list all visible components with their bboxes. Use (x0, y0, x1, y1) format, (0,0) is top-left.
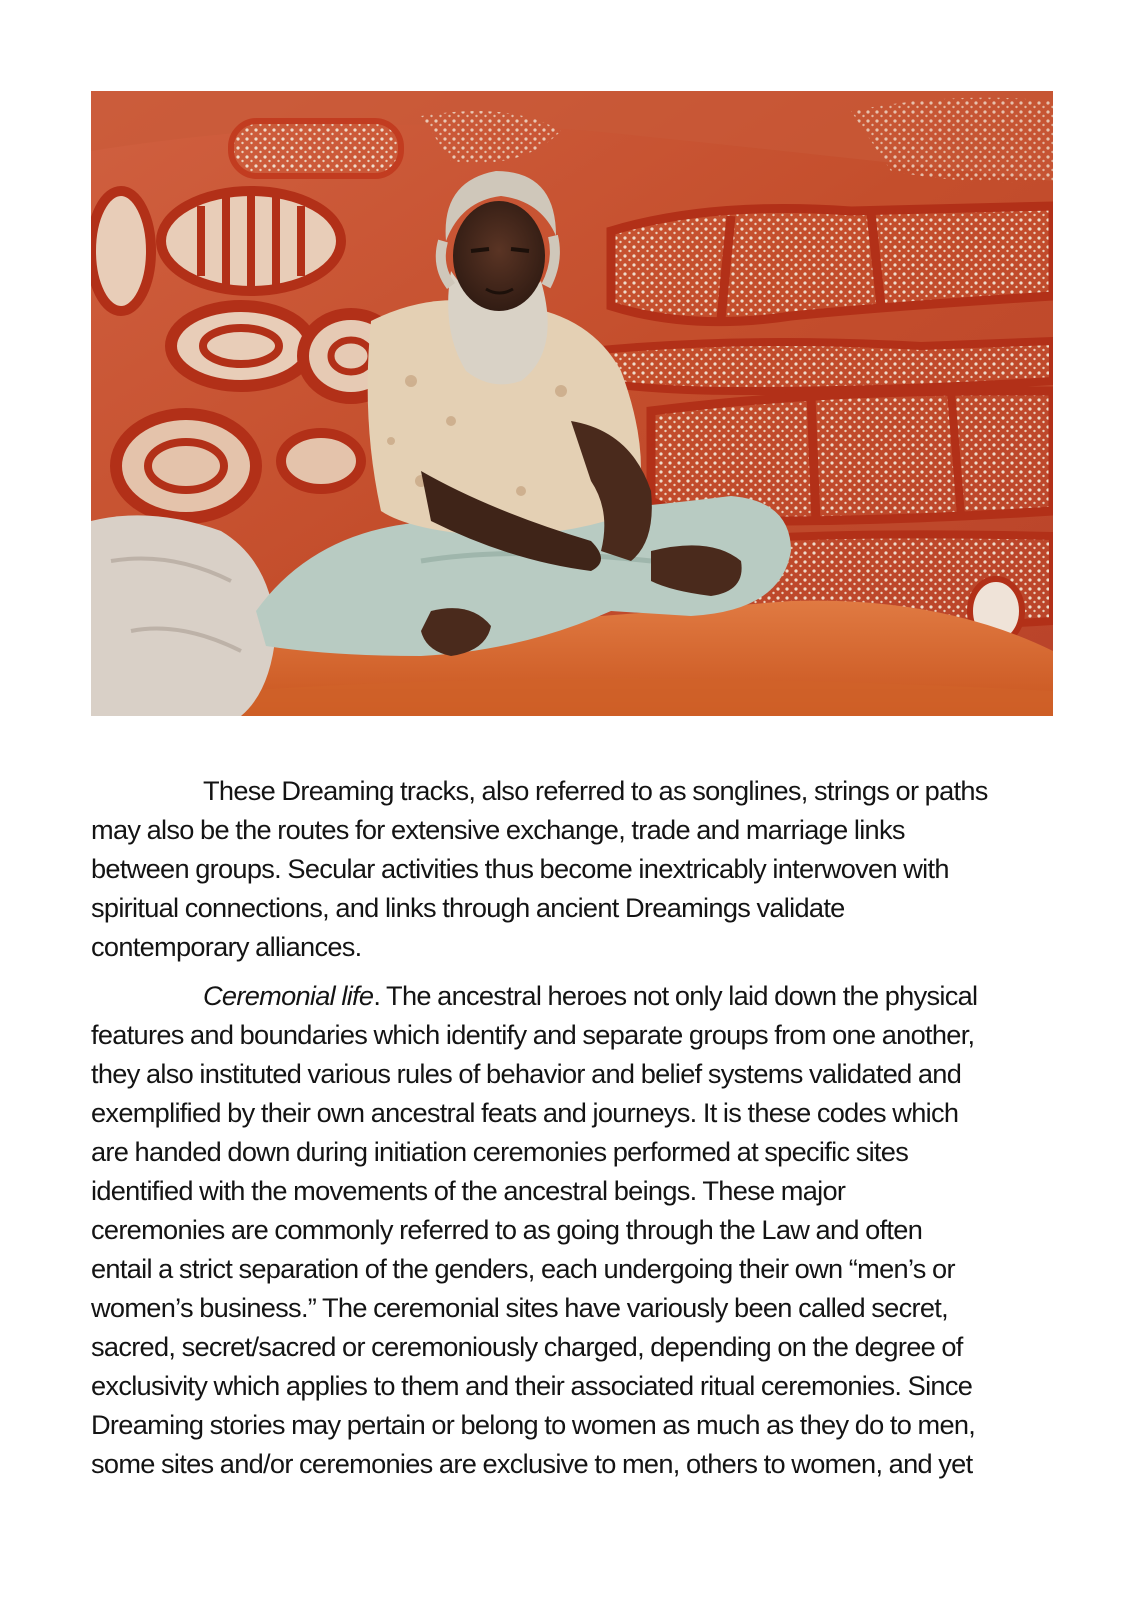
text-line: Dreaming stories may pertain or belong to women as much as they do to men, (91, 1409, 976, 1440)
photograph-of-elder-seated-before-rock-art (91, 91, 1053, 716)
body-text (91, 771, 1053, 1483)
paragraph-dreaming-tracks (91, 771, 1053, 966)
text-line: spiritual connections, and links through ancient Dreamings validate (91, 892, 845, 923)
text-line: women’s business.” The ceremonial sites have variously been called secret, (91, 1292, 948, 1323)
text-line: identified with the movements of the ancestral beings. These major (91, 1175, 846, 1206)
text-line: are handed down during initiation ceremonies performed at specific sites (91, 1136, 909, 1167)
text-line: may also be the routes for extensive exchange, trade and marriage links (91, 814, 905, 845)
text-line: entail a strict separation of the genders, each undergoing their own “men’s or (91, 1253, 955, 1284)
text-line: sacred, secret/sacred or ceremoniously charged, depending on the degree of (91, 1331, 963, 1362)
run-in-heading: Ceremonial life (203, 980, 374, 1011)
text-line: ceremonies are commonly referred to as going through the Law and often (91, 1214, 923, 1245)
lead-text: . The ancestral heroes not only laid down the physical (373, 980, 978, 1011)
text-line: contemporary alliances. (91, 931, 362, 962)
paragraph-ceremonial-life (91, 976, 1053, 1483)
text-line: features and boundaries which identify and separate groups from one another, (91, 1019, 975, 1050)
text-line: between groups. Secular activities thus become inextricably interwoven with (91, 853, 949, 884)
text-line: some sites and/or ceremonies are exclusive to men, others to women, and yet (91, 1448, 973, 1479)
text-line: These Dreaming tracks, also referred to as songlines, strings or paths (203, 775, 988, 806)
elder-rock-art-photo (91, 91, 1053, 716)
text-line: they also instituted various rules of behavior and belief systems validated and (91, 1058, 962, 1089)
text-line: exclusivity which applies to them and their associated ritual ceremonies. Since (91, 1370, 973, 1401)
text-line (91, 976, 1053, 1015)
text-line: exemplified by their own ancestral feats and journeys. It is these codes which (91, 1097, 959, 1128)
